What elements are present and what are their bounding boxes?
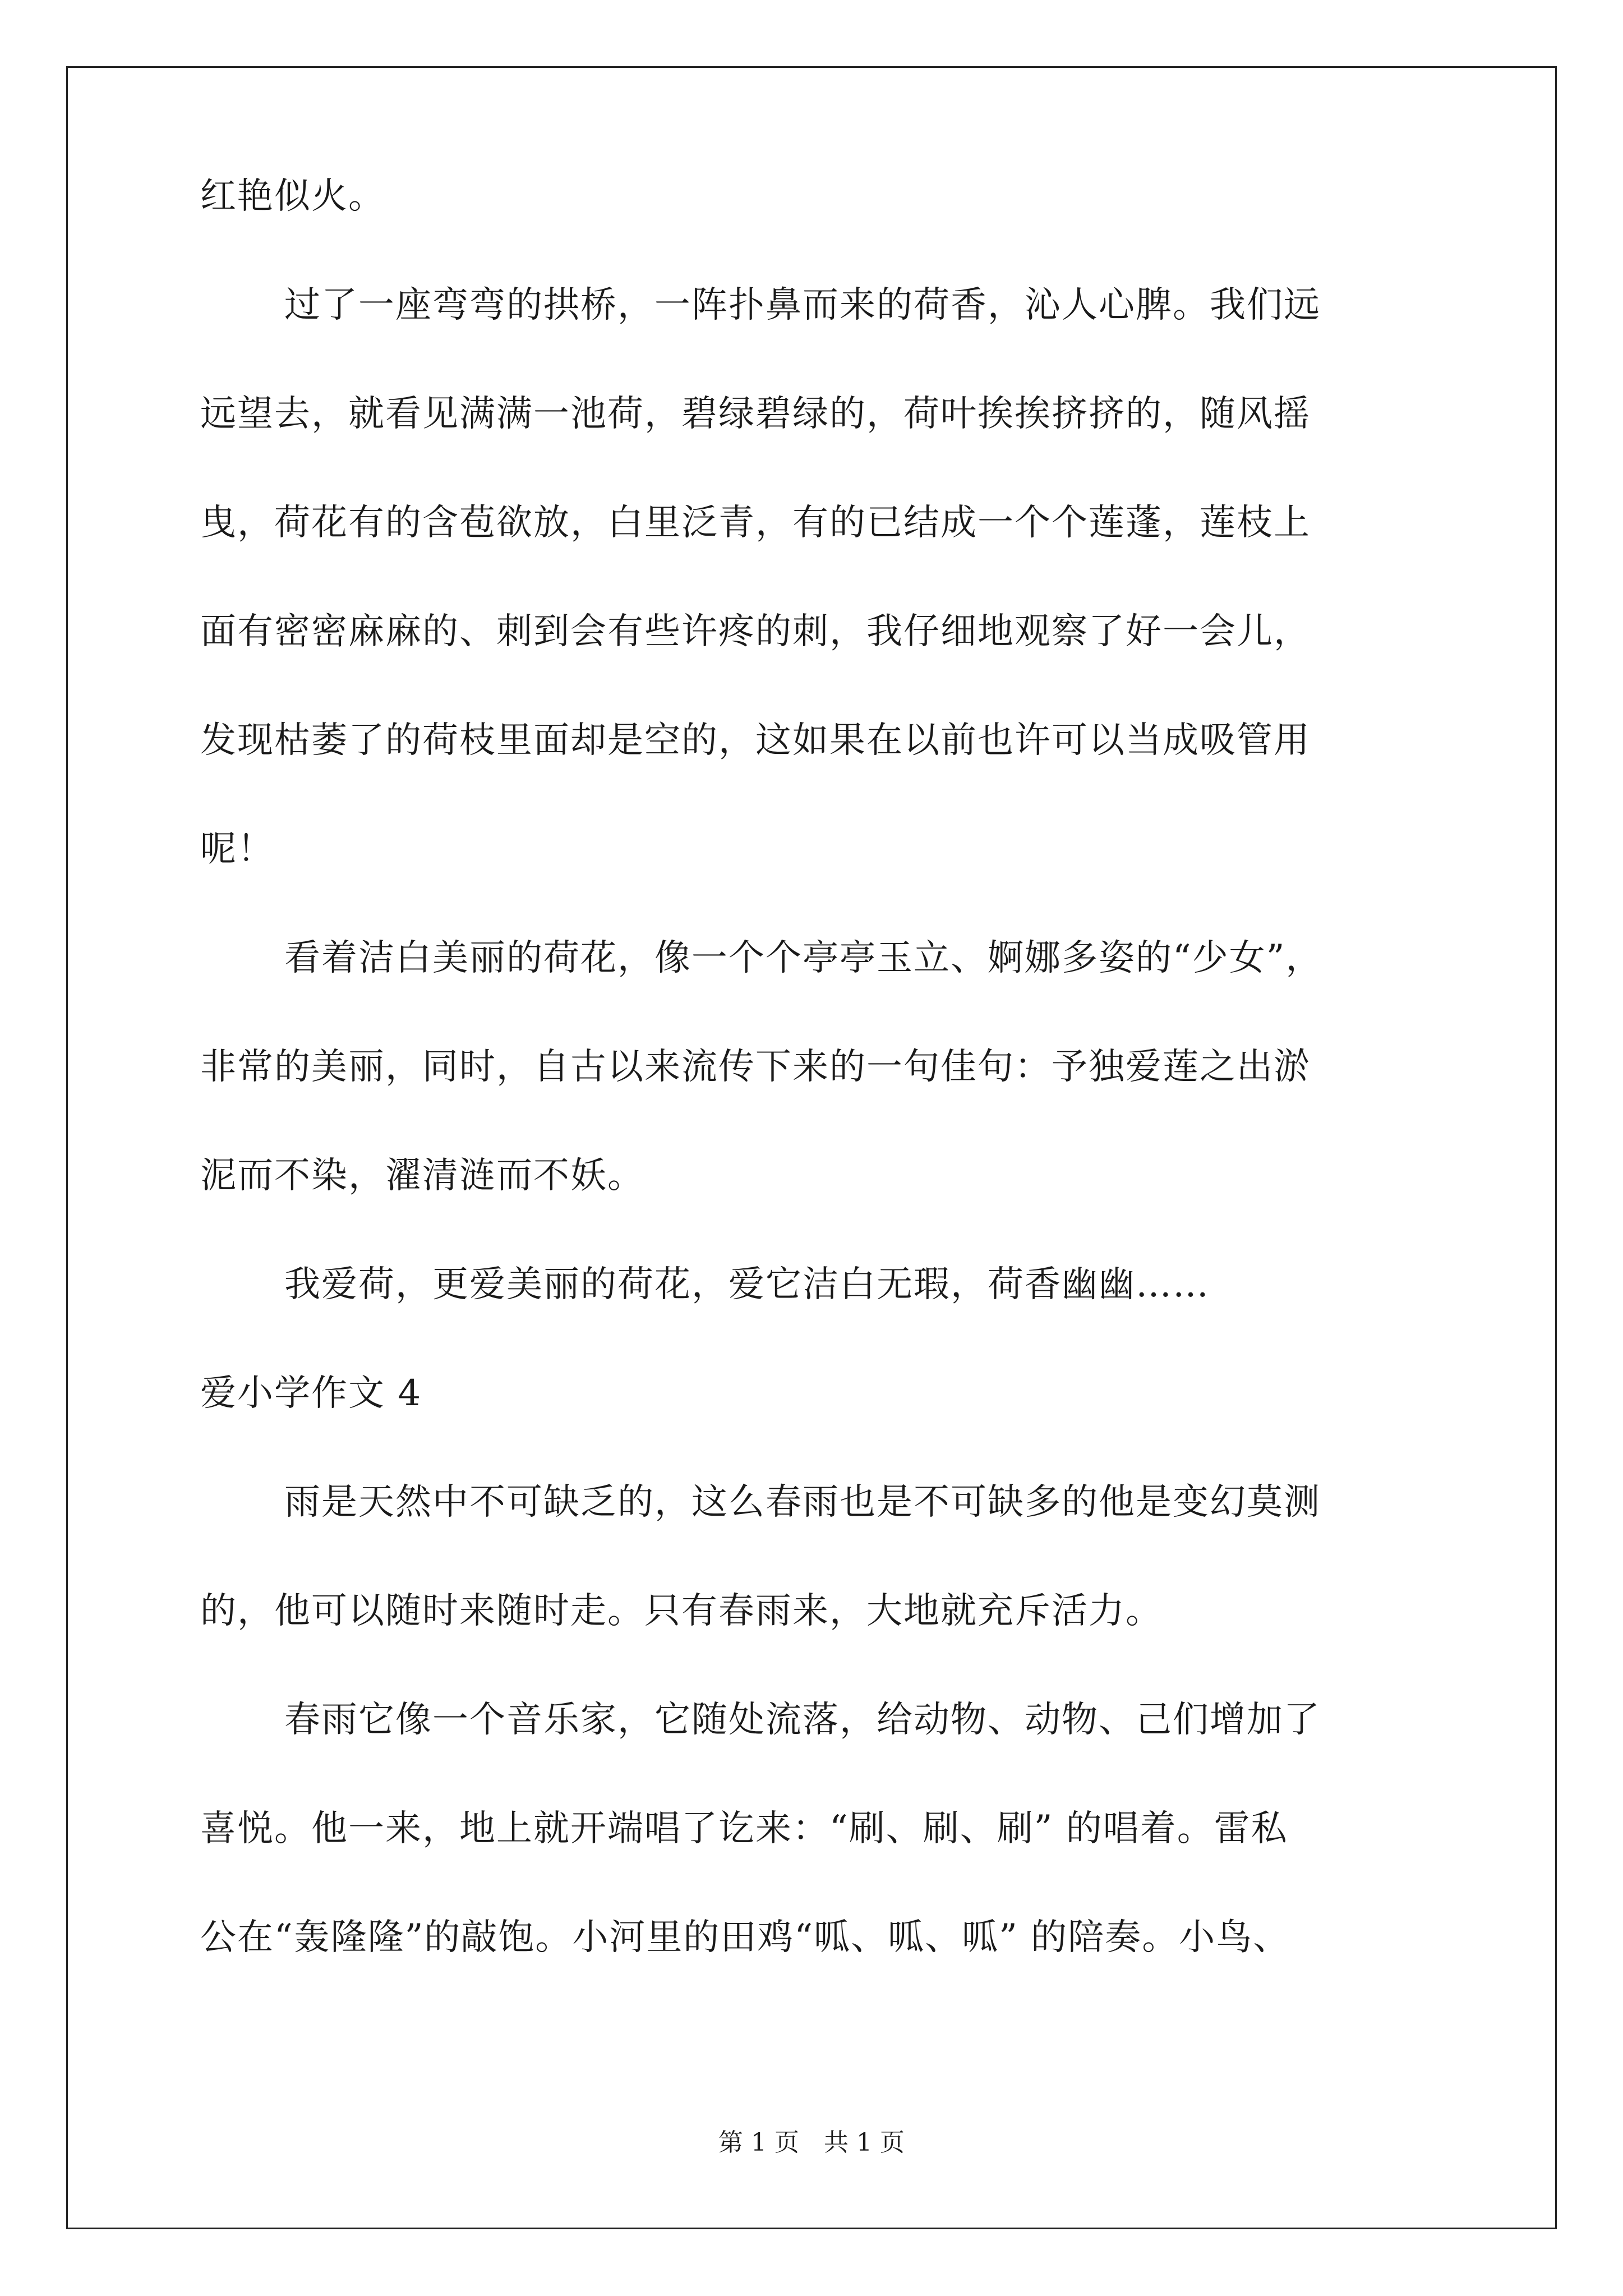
text-line: 爱小学作文 4 <box>200 1373 422 1414</box>
text-line: 呢！ <box>200 829 274 870</box>
text-line: 雨是天然中不可缺乏的，这么春雨也是不可缺多的他是变幻莫测 <box>284 1481 1321 1523</box>
text-line: 泥而不染，濯清涟而不妖。 <box>200 1155 644 1197</box>
text-line: 过了一座弯弯的拱桥，一阵扑鼻而来的荷香，沁人心脾。我们远 <box>284 284 1321 326</box>
page-footer: 第 1 页 共 1 页 <box>718 2128 905 2157</box>
text-line: 看着洁白美丽的荷花，像一个个亭亭玉立、婀娜多姿的“少女”， <box>284 937 1323 979</box>
text-line: 红艳似火。 <box>200 176 385 217</box>
text-line: 非常的美丽，同时，自古以来流传下来的一句佳句：予独爱莲之出淤 <box>200 1046 1311 1088</box>
text-line: 春雨它像一个音乐家，它随处流落，给动物、动物、己们增加了 <box>284 1699 1321 1741</box>
text-line: 面有密密麻麻的、刺到会有些许疼的刺，我仔细地观察了好一会儿， <box>200 611 1311 652</box>
text-line: 我爱荷，更爱美丽的荷花，爱它洁白无瑕，荷香幽幽…… <box>284 1264 1210 1305</box>
text-line: 发现枯萎了的荷枝里面却是空的，这如果在以前也许可以当成吸管用 <box>200 720 1311 761</box>
text-line: 的，他可以随时来随时走。只有春雨来，大地就充斥活力。 <box>200 1590 1163 1632</box>
text-line: 远望去，就看见满满一池荷，碧绿碧绿的，荷叶挨挨挤挤的，随风摇 <box>200 393 1311 435</box>
text-line: 喜悦。他一来，地上就开端唱了讫来：“刷、刷、刷” 的唱着。雷私 <box>200 1808 1288 1849</box>
text-line: 公在“轰隆隆”的敲饱。小河里的田鸡“呱、呱、呱” 的陪奏。小鸟、 <box>200 1917 1290 1958</box>
text-line: 曳，荷花有的含苞欲放，白里泛青，有的已结成一个个莲蓬，莲枝上 <box>200 502 1311 544</box>
